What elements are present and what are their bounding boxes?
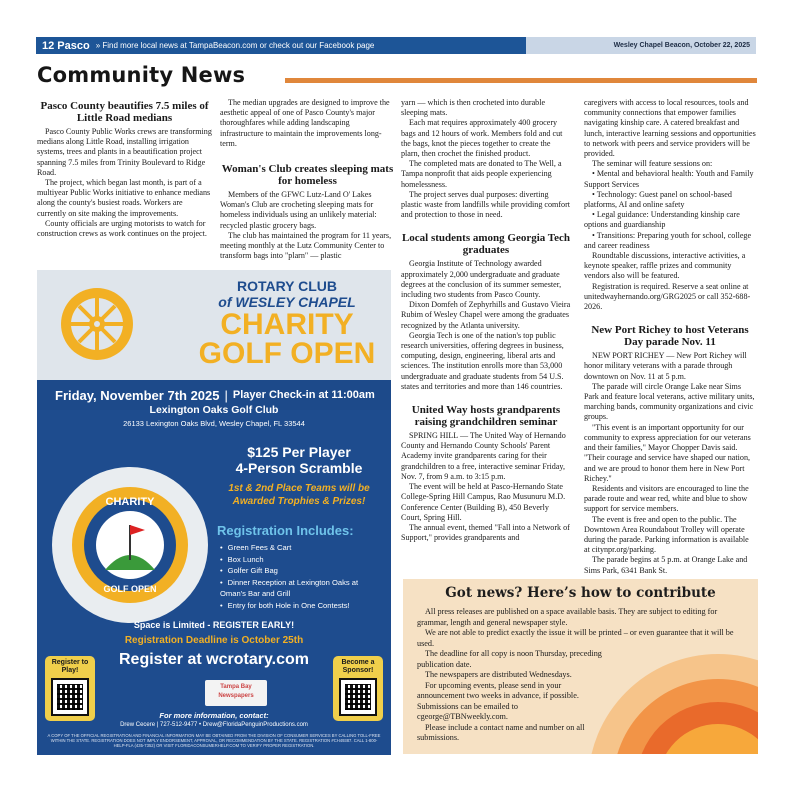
paragraph: The deadline for all copy is noon Thursday, preceding publication date. xyxy=(417,649,602,669)
headline: Woman's Club creates sleeping mats for homeless xyxy=(221,163,394,188)
price: $125 Per Player xyxy=(247,444,351,460)
paragraph: • Legal guidance: Understanding kinship care options and guardianship xyxy=(584,210,740,230)
paragraph: • Technology: Guest panel on school-based platforms, AI and online safety xyxy=(584,189,732,210)
event-line-1: CHARITY xyxy=(220,308,354,341)
contribute-title: Got news? Here’s how to contribute xyxy=(445,585,716,601)
paragraph: The club has maintained the program for 11 years, meeting monthly at the Lutz Community Center to transform bags into "plarn" — plastic xyxy=(220,230,392,261)
article-womans-club xyxy=(220,98,395,261)
paragraph: NEW PORT RICHEY — New Port Richey will honor military veterans with a parade through downtown on Nov. 11 at 5 p.m. xyxy=(584,351,747,381)
ball-top-text: CHARITY xyxy=(105,496,155,508)
paragraph: "This event is an important opportunity for our community to express appreciation for our veterans and their families," Mayor Chopper Davis said. "Their courage and service have shaped our nation, and we are proud to honor them here in New Port Richey." xyxy=(584,422,751,483)
ad-price xyxy=(207,444,391,476)
article-medians xyxy=(37,98,212,239)
event-line-2: GOLF OPEN xyxy=(198,337,376,370)
paragraph: All press releases are published on a space available basis. They are subject to editing for grammar, length and general newspaper style. xyxy=(417,607,718,627)
contact-info: Drew Cecere | 727-512-9477 • Drew@FloridaPenguinProductions.com xyxy=(120,722,308,728)
paragraph: The newspapers are distributed Wednesdays. xyxy=(425,670,572,679)
column-4 xyxy=(584,98,756,576)
paragraph: • Transitions: Preparing youth for school, college and career readiness xyxy=(584,230,752,250)
paragraph: Georgia Tech is one of the nation's top public research universities, offering degrees in business, computing, design, engineering, liberal arts and sciences. The institution enrolls more than 53,000 undergraduate and graduate students from 54 U.S. states and territories and more than 146 countries. xyxy=(401,330,564,391)
paragraph: Dixon Domfeh of Zephyrhills and Gustavo Vieira Rubim of Wesley Chapel were among the graduates recognized by the Atlanta university. xyxy=(401,300,571,330)
paragraph: Pasco County Public Works crews are transforming medians along Little Road, installing irrigation systems, trees and plants in a beautification project spanning 7.5 miles from Trinity Boulevard to Ridge Road. xyxy=(37,127,212,177)
headline: Pasco County beautifies 7.5 miles of Little Road medians xyxy=(40,100,209,124)
paragraph: Please include a contact name and number on all submissions. xyxy=(417,722,585,742)
org-line-2: of WESLEY CHAPEL xyxy=(218,294,356,310)
list-item: • Green Fees & Cart xyxy=(220,542,385,554)
paragraph: • Mental and behavioral health: Youth and Family Support Services xyxy=(584,169,754,189)
paragraph: The project serves dual purposes: diverting plastic waste from landfills while providing comfort and protection to those in need. xyxy=(401,189,571,220)
list-item: • Box Lunch xyxy=(220,554,385,566)
header-left xyxy=(36,37,526,54)
paragraph: The completed mats are donated to The Well, a Tampa nonprofit that aids people experiencing homelessness. xyxy=(401,159,562,189)
column-3 xyxy=(401,98,571,543)
includes-title: Registration Includes: xyxy=(217,523,354,538)
paragraph: SPRING HILL — The United Way of Hernando County and Hernando County Schools' Parent Academy invite grandparents caring for their grandchildren to a free, interactive seminar Friday, Nov. 7, from 9 a.m. to 3:15 p.m. xyxy=(401,431,566,481)
includes-list xyxy=(220,542,385,611)
contribute-body xyxy=(417,607,745,744)
paragraph: For upcoming events, please send in your announcement two weeks in advance, if possible. Submissions can be emailed to cgeorge@TBNweekly.com. xyxy=(417,680,579,721)
paragraph: Registration is required. Reserve a seat online at unitedwayhernando.org/GRG2025 or call 352-688-2026. xyxy=(584,281,751,312)
newspaper-logo: Tampa Bay Newspapers xyxy=(205,680,267,706)
list-item: • Golfer Gift Bag xyxy=(220,565,385,577)
paragraph: Roundtable discussions, interactive activities, a keynote speaker, raffle prizes and community vendors also will be featured. xyxy=(584,251,746,281)
page-header xyxy=(36,37,756,54)
rotary-wheel-icon xyxy=(57,284,137,364)
list-item: • Dinner Reception at Lexington Oaks at Oman's Bar and Grill xyxy=(220,577,385,600)
paragraph: The event is free and open to the public. The Downtown Area Roundabout Trolley will operate during the parade. Parking information is available at citynpr.org/parking. xyxy=(584,514,749,555)
paragraph: The median upgrades are designed to improve the aesthetic appeal of one of Pasco County's major thoroughfares while adding landscaping infrastructure to maintain the improvements long-term. xyxy=(220,98,390,148)
venue-address: 26133 Lexington Oaks Blvd, Wesley Chapel, FL 33544 xyxy=(123,419,305,428)
deadline: Registration Deadline is October 25th xyxy=(124,635,304,646)
golf-ball-graphic xyxy=(45,460,215,630)
register-badge-label: Register to Play! xyxy=(51,659,89,674)
paragraph: Georgia Institute of Technology awarded approximately 2,000 undergraduate and graduate degrees at the conclusion of its summer semester, including two students from Pasco County. xyxy=(401,259,562,300)
checkin-time: Player Check-in at 11:00am xyxy=(232,389,375,401)
paragraph: The seminar will feature sessions on: xyxy=(592,159,713,169)
paragraph: Members of the GFWC Lutz-Land O' Lakes Woman's Club are crocheting sleeping mats for homeless individuals using an unlikely material: recycled plastic grocery bags. xyxy=(220,190,377,230)
paragraph: yarn — which is then crocheted into durable sleeping mats. xyxy=(401,98,546,118)
sponsor-badge-label: Become a Sponsor! xyxy=(341,659,375,674)
section-title: Community News xyxy=(37,63,246,87)
header-tagline[interactable]: » Find more local news at TampaBeacon.com or check out our Facebook page xyxy=(95,41,375,50)
ad-date-bar: Friday, November 7th 2025 | Player Check-in at 11:00am xyxy=(37,380,391,410)
ad-event-title xyxy=(187,310,387,368)
paragraph: The parade begins at 5 p.m. at Orange Lake and Sims Park, 6341 Bank St. xyxy=(584,555,748,575)
paragraph: caregivers with access to local resources, tools and community connections that empower families navigating kinship care. A catered breakfast and lunch, interactive learning sessions and opportunities to network with peers and service providers will be provided. xyxy=(584,98,756,159)
headline: Local students among Georgia Tech graduates xyxy=(401,232,571,257)
charity-golf-ad xyxy=(37,270,391,755)
format: 4-Person Scramble xyxy=(235,460,363,476)
award-text: 1st & 2nd Place Teams will be Awarded Trophies & Prizes! xyxy=(228,483,370,507)
space-limited: Space is Limited - REGISTER EARLY! xyxy=(133,620,295,630)
more-info: For more information, contact: xyxy=(159,711,269,720)
page-label: 12 Pasco xyxy=(42,39,90,52)
ball-bottom-text: GOLF OPEN xyxy=(103,584,157,594)
edition-label: Wesley Chapel Beacon, October 22, 2025 xyxy=(526,37,756,54)
paragraph: The project, which began last month, is part of a multiyear Public Works initiative to enhance medians along the county's busiest roads. Workers are currently on site making the improvements. xyxy=(37,178,211,218)
venue-name: Lexington Oaks Golf Club xyxy=(149,404,279,416)
paragraph: Residents and visitors are encouraged to line the parade route and wear red, white and blue to show support for service members. xyxy=(584,483,749,514)
headline: United Way hosts grandparents raising grandchildren seminar xyxy=(411,404,561,429)
list-item: • Entry for both Hole in One Contests! xyxy=(220,600,385,612)
event-date: Friday, November 7th 2025 xyxy=(55,387,220,403)
fine-print: A COPY OF THE OFFICIAL REGISTRATION AND FINANCIAL INFORMATION MAY BE OBTAINED FROM THE DIVISION OF CONSUMER SERVICES BY CALLING TOLL-FREE WITHIN THE STATE. REGISTRATION DOES NOT IMPLY ENDORSEMENT, APPROVAL, OR RECOMMENDATION BY THE STATE. REGISTRATION #CH49387. CALL 1-800-HELP-FLA (435-7352) OR VISIT FLORIDACONSUMERHELP.COM TO VERIFY PROPER REGISTRATION. xyxy=(47,733,381,749)
paragraph: The event will be held at Pasco-Hernando State College-Spring Hill Campus, Rao Musunuru M.D. Conference Center (Building B), 450 Beverly Court, Spring Hill. xyxy=(401,482,566,522)
register-url[interactable]: Register at wcrotary.com xyxy=(119,651,309,668)
paragraph: County officials are urging motorists to watch for construction crews as work continues on the project. xyxy=(37,218,207,239)
title-rule xyxy=(285,78,757,83)
contribute-box xyxy=(403,579,758,754)
paragraph: We are not able to predict exactly the issue it will be printed – or even guarantee that it will be used. xyxy=(417,628,734,648)
paragraph: The parade will circle Orange Lake near Sims Park and feature local veterans, active military units, marching bands, community organizations and civic groups. xyxy=(584,381,755,422)
headline: New Port Richey to host Veterans Day parade Nov. 11 xyxy=(591,324,749,349)
org-line-1: ROTARY CLUB xyxy=(236,278,338,294)
ad-org xyxy=(187,278,387,310)
paragraph: The annual event, themed "Fall into a Network of Support," provides grandparents and xyxy=(401,522,570,543)
paragraph: Each mat requires approximately 400 grocery bags and 12 hours of work. Members fold and cut the bags, knot the pieces together to create the plarn, then crochet the finished product. xyxy=(401,118,563,159)
